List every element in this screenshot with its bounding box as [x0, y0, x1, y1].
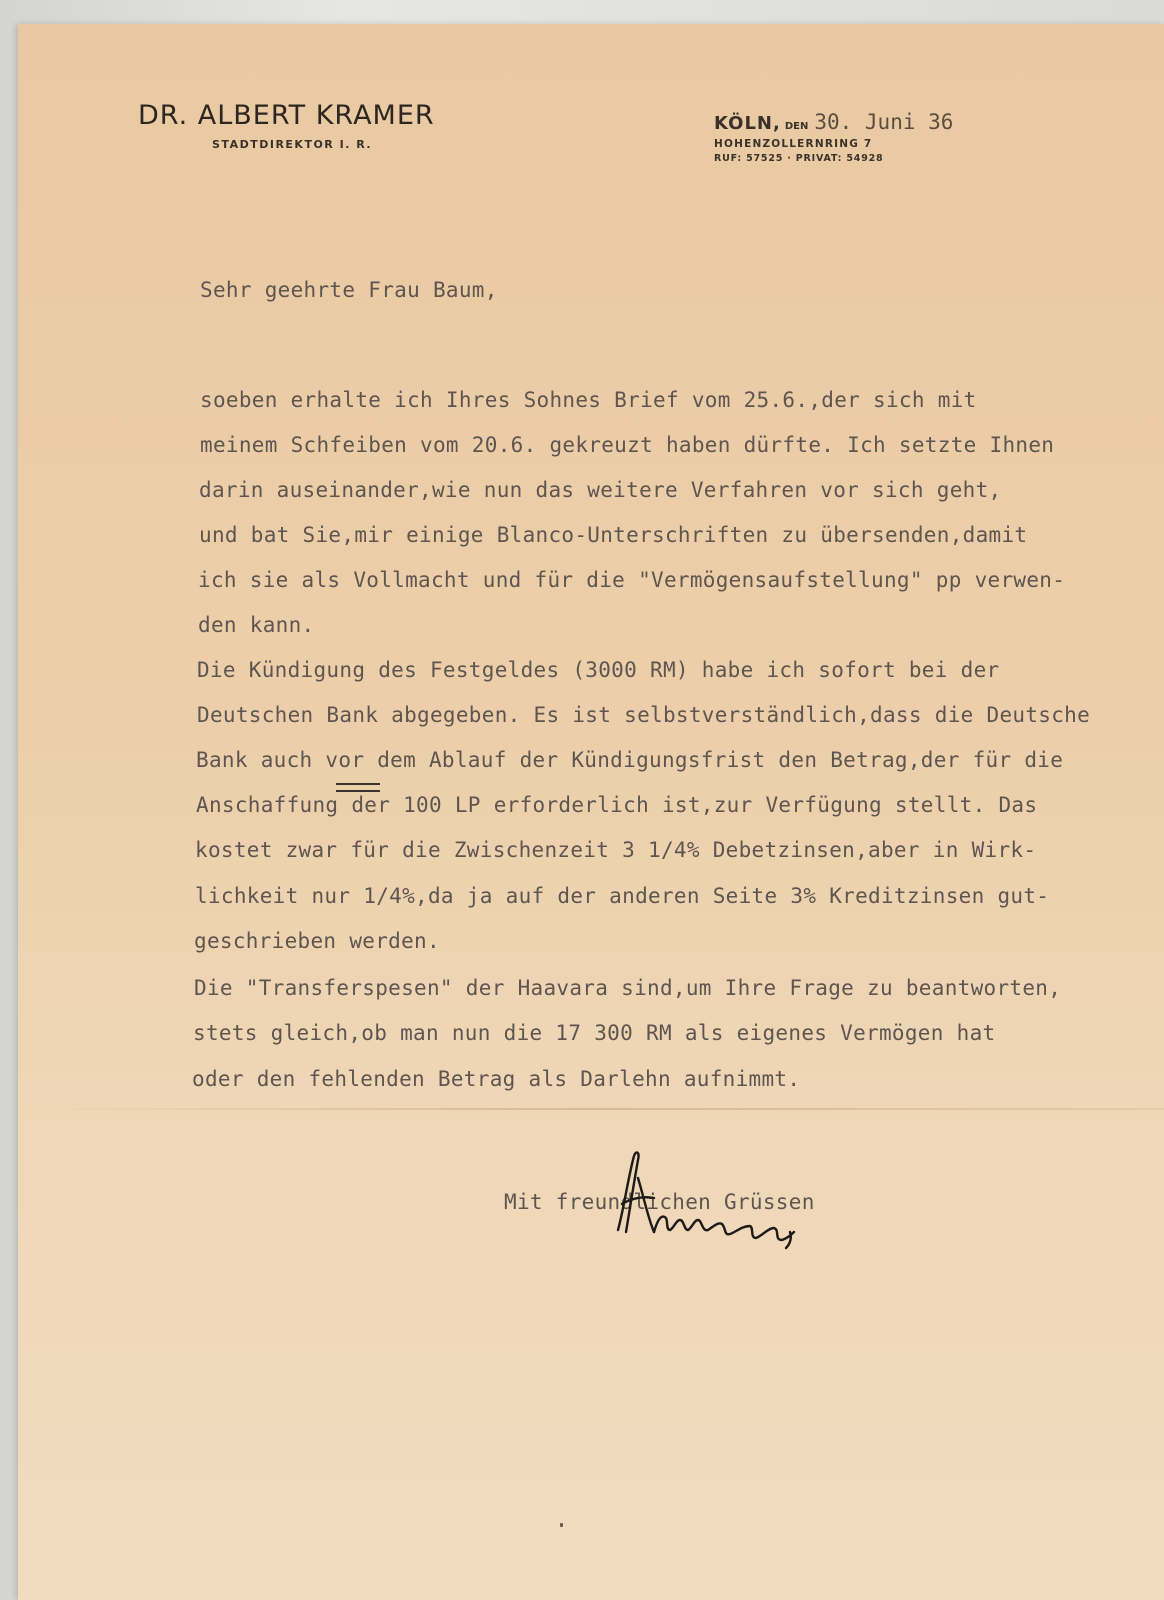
body-line: Anschaffung der 100 LP erforderlich ist,zur Verfügung stellt. Das: [196, 793, 1038, 817]
body-line: meinem Schfeiben vom 20.6. gekreuzt haben dürfte. Ich setzte Ihnen: [200, 433, 1055, 457]
body-line: oder den fehlenden Betrag als Darlehn aufnimmt.: [192, 1067, 801, 1091]
body-line: kostet zwar für die Zwischenzeit 3 1/4% Debetzinsen,aber in Wirk-: [195, 838, 1037, 862]
letterhead-title: STADTDIREKTOR I. R.: [212, 138, 373, 151]
paper-fold-crease: [18, 1108, 1164, 1110]
body-line: stets gleich,ob man nun die 17 300 RM als eigenes Vermögen hat: [193, 1021, 996, 1045]
body-line: den kann.: [198, 613, 315, 637]
body-line: geschrieben werden.: [194, 929, 440, 953]
letter-date: 30. Juni 36: [814, 110, 954, 134]
letterhead-address: HOHENZOLLERNRING 7: [714, 138, 873, 150]
letterhead-phone: RUF: 57525 · PRIVAT: 54928: [714, 153, 884, 164]
closing-line: Mit freundlichen Grüssen: [504, 1190, 815, 1214]
letterhead-den: DEN: [784, 121, 809, 132]
body-line: lichkeit nur 1/4%,da ja auf der anderen Seite 3% Kreditzinsen gut-: [195, 884, 1050, 908]
body-line: soeben erhalte ich Ihres Sohnes Brief vom 25.6.,der sich mit: [200, 388, 977, 412]
salutation: Sehr geehrte Frau Baum,: [200, 278, 498, 302]
body-line: und bat Sie,mir einige Blanco-Unterschriften zu übersenden,damit: [199, 523, 1028, 547]
letterhead-city: KÖLN,: [714, 113, 781, 134]
letterhead-place-date: [714, 110, 953, 134]
letterhead-name: DR. ALBERT KRAMER: [138, 100, 435, 131]
body-line: Die Kündigung des Festgeldes (3000 RM) habe ich sofort bei der: [197, 658, 1000, 682]
body-line: Die "Transferspesen" der Haavara sind,um Ihre Frage zu beantworten,: [194, 976, 1062, 1000]
body-line: ich sie als Vollmacht und für die "Vermögensaufstellung" pp verwen-: [198, 568, 1066, 592]
body-line: Bank auch vor dem Ablauf der Kündigungsfrist den Betrag,der für die: [196, 748, 1064, 772]
double-underline: [336, 783, 380, 792]
paper-speck: [560, 1523, 563, 1527]
body-line: Deutschen Bank abgegeben. Es ist selbstverständlich,dass die Deutsche: [197, 703, 1091, 727]
body-line: darin auseinander,wie nun das weitere Verfahren vor sich geht,: [199, 478, 1002, 502]
handwritten-signature: [614, 1148, 814, 1273]
